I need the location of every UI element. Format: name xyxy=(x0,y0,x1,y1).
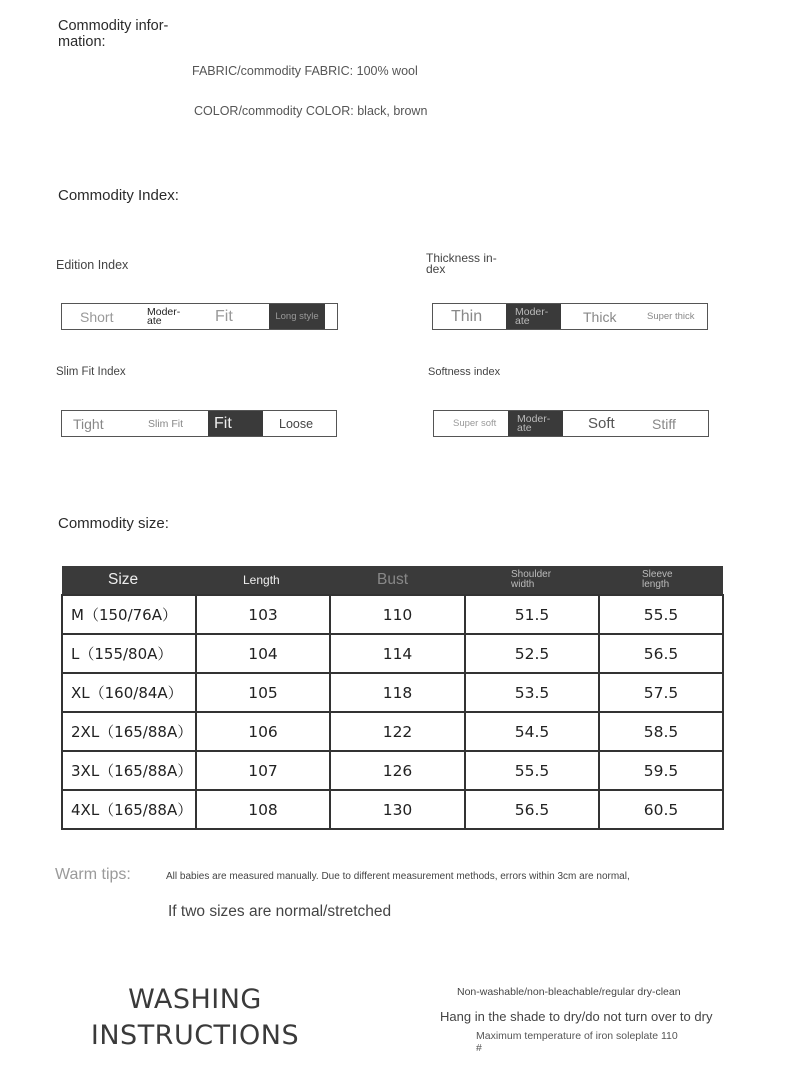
slim-option-loose: Loose xyxy=(279,416,314,431)
edition-option-short: Short xyxy=(80,308,114,325)
cell-length: 108 xyxy=(196,790,330,829)
thickness-option-thick: Thick xyxy=(583,308,617,325)
header-shoulder-width xyxy=(465,566,599,595)
cell-shoulder-width: 54.5 xyxy=(465,712,599,751)
cell-size: 2XL（165/88A） xyxy=(62,712,196,751)
table-row xyxy=(62,634,723,673)
index-title: Commodity Index: xyxy=(58,187,179,204)
softness-option-soft: Soft xyxy=(588,415,615,432)
washing-title-line-2: INSTRUCTIONS xyxy=(90,1020,300,1051)
softness-option-moderate-line-1: Moder- xyxy=(517,412,551,425)
table-row xyxy=(62,673,723,712)
cell-sleeve-length: 57.5 xyxy=(599,673,723,712)
cell-length: 105 xyxy=(196,673,330,712)
washing-title xyxy=(75,982,315,1054)
cell-size: M（150/76A） xyxy=(62,595,196,634)
cell-sleeve-length: 58.5 xyxy=(599,712,723,751)
cell-bust: 122 xyxy=(330,712,465,751)
cell-size: 4XL（165/88A） xyxy=(62,790,196,829)
cell-shoulder-width: 56.5 xyxy=(465,790,599,829)
size-title: Commodity size: xyxy=(58,515,169,532)
softness-option-moderate xyxy=(508,411,563,436)
cell-bust: 126 xyxy=(330,751,465,790)
washing-line-4: # xyxy=(476,1042,482,1054)
thickness-label-line-2: dex xyxy=(426,262,446,276)
slim-fit-index-bar xyxy=(61,410,337,437)
table-row xyxy=(62,751,723,790)
washing-line-1: Non-washable/non-bleachable/regular dry-clean xyxy=(457,986,681,998)
info-title-line-2: mation: xyxy=(58,34,106,50)
softness-option-super-soft: Super soft xyxy=(453,418,497,429)
header-bust: Bust xyxy=(330,566,465,595)
cell-shoulder-width: 51.5 xyxy=(465,595,599,634)
edition-option-moderate-line-2: ate xyxy=(147,314,162,327)
washing-line-2: Hang in the shade to dry/do not turn over to dry xyxy=(440,1009,713,1024)
size-table xyxy=(61,566,724,830)
softness-option-stiff: Stiff xyxy=(652,415,676,432)
edition-option-long-style: Long style xyxy=(269,304,325,329)
edition-index-label: Edition Index xyxy=(56,258,129,272)
cell-size: XL（160/84A） xyxy=(62,673,196,712)
header-length: Length xyxy=(196,566,330,595)
thickness-index-bar xyxy=(432,303,708,330)
cell-bust: 110 xyxy=(330,595,465,634)
cell-sleeve-length: 60.5 xyxy=(599,790,723,829)
thickness-label-line-1: Thickness in- xyxy=(426,251,497,265)
color-text: COLOR/commodity COLOR: black, brown xyxy=(194,104,428,118)
cell-sleeve-length: 56.5 xyxy=(599,634,723,673)
washing-title-line-1: WASHING xyxy=(128,984,262,1015)
warm-tips-text: All babies are measured manually. Due to different measurement methods, errors within 3cm are normal, xyxy=(166,871,630,882)
header-sleeve-line-1: Sleeve xyxy=(642,569,673,580)
washing-line-3: Maximum temperature of iron soleplate 110 xyxy=(476,1030,678,1042)
cell-length: 106 xyxy=(196,712,330,751)
header-shoulder-line-2: width xyxy=(511,579,535,590)
cell-bust: 114 xyxy=(330,634,465,673)
cell-sleeve-length: 55.5 xyxy=(599,595,723,634)
softness-index-label: Softness index xyxy=(428,366,501,378)
softness-option-moderate-line-2: ate xyxy=(517,421,532,434)
softness-index-bar xyxy=(433,410,709,437)
thickness-index-label xyxy=(426,253,497,275)
thickness-option-super-thick: Super thick xyxy=(647,311,695,322)
table-row xyxy=(62,595,723,634)
cell-bust: 118 xyxy=(330,673,465,712)
edition-index-bar xyxy=(61,303,338,330)
header-shoulder-line-1: Shoulder xyxy=(511,569,552,580)
cell-size: L（155/80A） xyxy=(62,634,196,673)
thickness-option-moderate-line-2: ate xyxy=(515,314,530,327)
cell-sleeve-length: 59.5 xyxy=(599,751,723,790)
info-title xyxy=(58,18,168,50)
edition-option-moderate xyxy=(147,304,180,329)
table-row xyxy=(62,790,723,829)
size-table-header xyxy=(62,566,723,595)
header-size: Size xyxy=(62,566,196,595)
slim-option-tight: Tight xyxy=(73,415,104,432)
cell-shoulder-width: 53.5 xyxy=(465,673,599,712)
slim-option-slim-fit: Slim Fit xyxy=(148,417,183,430)
warm-tips-label: Warm tips: xyxy=(55,866,131,883)
fabric-text: FABRIC/commodity FABRIC: 100% wool xyxy=(192,64,418,78)
cell-bust: 130 xyxy=(330,790,465,829)
cell-length: 107 xyxy=(196,751,330,790)
header-sleeve-length xyxy=(599,566,723,595)
cell-size: 3XL（165/88A） xyxy=(62,751,196,790)
cell-length: 104 xyxy=(196,634,330,673)
table-row xyxy=(62,712,723,751)
slim-option-fit: Fit xyxy=(208,411,263,436)
thickness-option-thin: Thin xyxy=(451,307,483,325)
warm-tips-text-2: If two sizes are normal/stretched xyxy=(168,903,392,920)
cell-shoulder-width: 52.5 xyxy=(465,634,599,673)
edition-option-moderate-line-1: Moder- xyxy=(147,305,181,318)
thickness-option-moderate-line-1: Moder- xyxy=(515,305,549,318)
info-title-line-1: Commodity infor- xyxy=(58,18,169,34)
thickness-option-moderate xyxy=(506,304,561,329)
slim-fit-index-label: Slim Fit Index xyxy=(56,366,126,378)
edition-option-fit: Fit xyxy=(215,307,233,325)
header-sleeve-line-2: length xyxy=(642,579,670,590)
cell-shoulder-width: 55.5 xyxy=(465,751,599,790)
cell-length: 103 xyxy=(196,595,330,634)
